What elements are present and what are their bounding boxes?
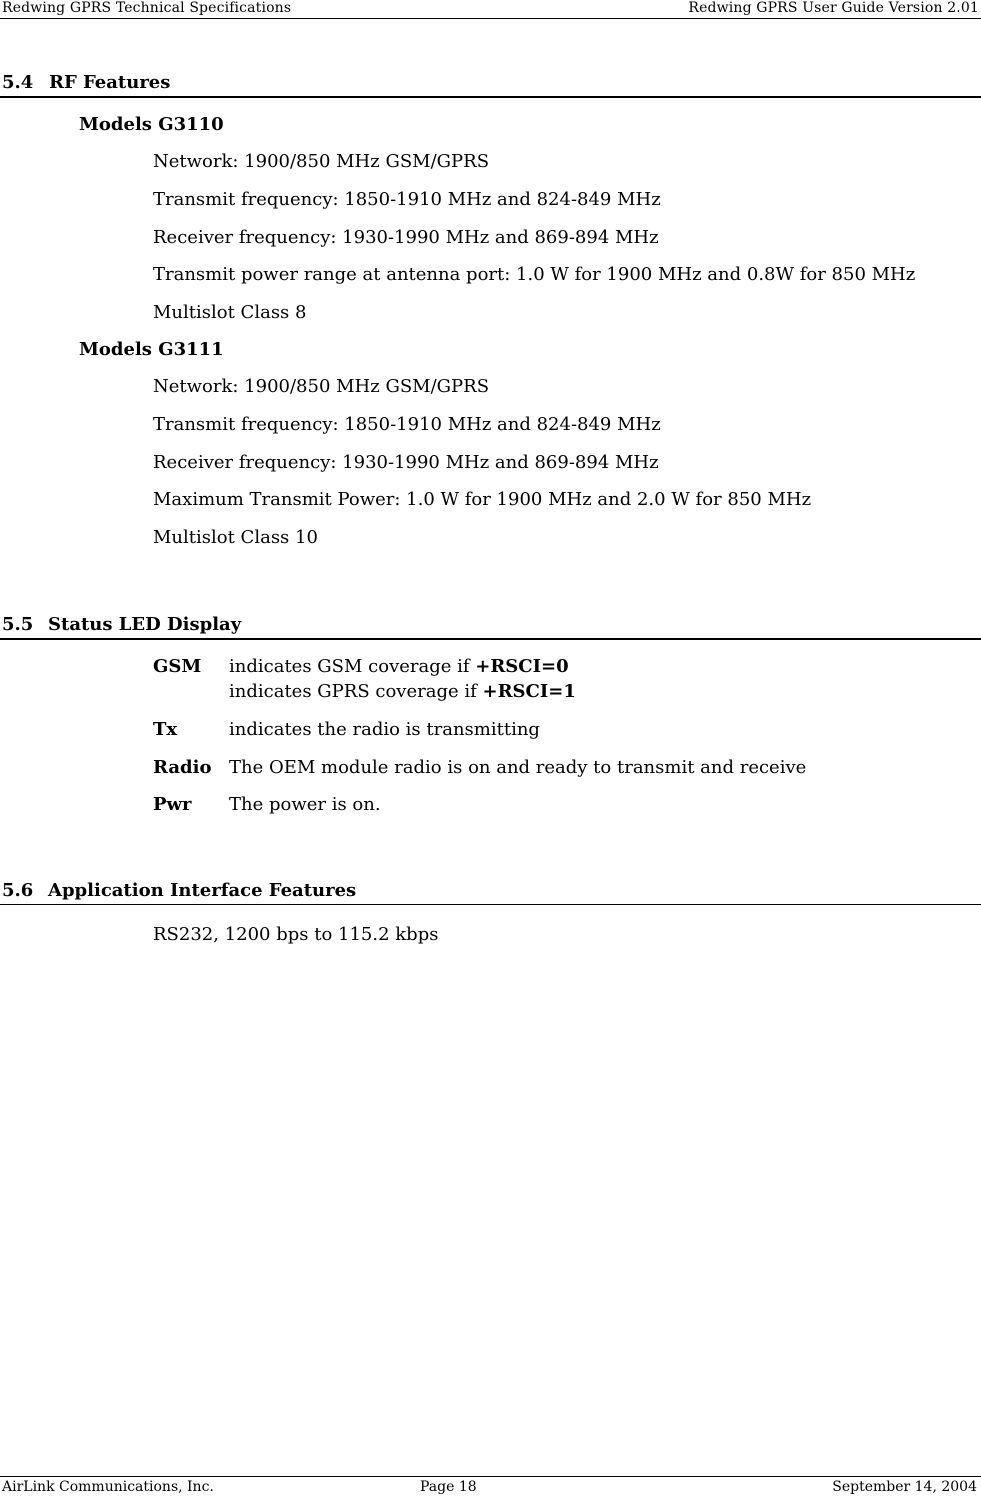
- spec-line: Maximum Transmit Power: 1.0 W for 1900 MHz and 2.0 W for 850 MHz: [153, 489, 812, 510]
- spec-line: Transmit frequency: 1850-1910 MHz and 824-849 MHz: [153, 414, 661, 435]
- spec-line: Multislot Class 8: [153, 302, 307, 323]
- section-number: 5.6: [2, 880, 34, 901]
- spec-line: Multislot Class 10: [153, 527, 318, 548]
- model-heading-g3111: Models G3111: [79, 339, 224, 360]
- section-title: RF Features: [49, 72, 171, 93]
- spec-line: Network: 1900/850 MHz GSM/GPRS: [153, 376, 490, 397]
- led-desc-code: +RSCI=1: [482, 681, 576, 702]
- page-header: [0, 0, 981, 19]
- section-number: 5.4: [2, 72, 34, 93]
- footer-page-number: Page 18: [420, 1479, 477, 1495]
- page-footer: [0, 1476, 981, 1496]
- section-heading-status-led: [0, 612, 981, 640]
- led-label-radio: Radio: [153, 757, 212, 778]
- led-desc-text: indicates GSM coverage if: [229, 656, 476, 677]
- led-label-pwr: Pwr: [153, 794, 192, 815]
- spec-line: Transmit power range at antenna port: 1.0 W for 1900 MHz and 0.8W for 850 MHz: [153, 264, 916, 285]
- spec-line: RS232, 1200 bps to 115.2 kbps: [153, 924, 439, 945]
- led-desc-tx: indicates the radio is transmitting: [229, 719, 540, 740]
- section-title: Application Interface Features: [48, 880, 357, 901]
- led-desc-text: indicates GPRS coverage if: [229, 681, 483, 702]
- led-desc-gsm-line1: [229, 656, 569, 677]
- section-heading-app-interface: [0, 878, 981, 905]
- spec-line: Transmit frequency: 1850-1910 MHz and 824-849 MHz: [153, 189, 661, 210]
- led-label-tx: Tx: [153, 719, 178, 740]
- footer-company: AirLink Communications, Inc.: [2, 1479, 214, 1495]
- header-right-title: Redwing GPRS User Guide Version 2.01: [688, 0, 979, 16]
- footer-date: September 14, 2004: [832, 1479, 977, 1495]
- spec-line: Network: 1900/850 MHz GSM/GPRS: [153, 151, 490, 172]
- led-desc-gsm-line2: [229, 681, 576, 702]
- spec-line: Receiver frequency: 1930-1990 MHz and 869-894 MHz: [153, 452, 659, 473]
- led-desc-radio: The OEM module radio is on and ready to transmit and receive: [229, 757, 807, 778]
- header-left-title: Redwing GPRS Technical Specifications: [2, 0, 292, 16]
- section-number: 5.5: [2, 614, 34, 635]
- led-desc-code: +RSCI=0: [475, 656, 569, 677]
- led-desc-pwr: The power is on.: [229, 794, 381, 815]
- led-label-gsm: GSM: [153, 656, 202, 677]
- model-heading-g3110: Models G3110: [79, 114, 224, 135]
- spec-line: Receiver frequency: 1930-1990 MHz and 869-894 MHz: [153, 227, 659, 248]
- section-heading-rf-features: [0, 70, 981, 98]
- section-title: Status LED Display: [48, 614, 242, 635]
